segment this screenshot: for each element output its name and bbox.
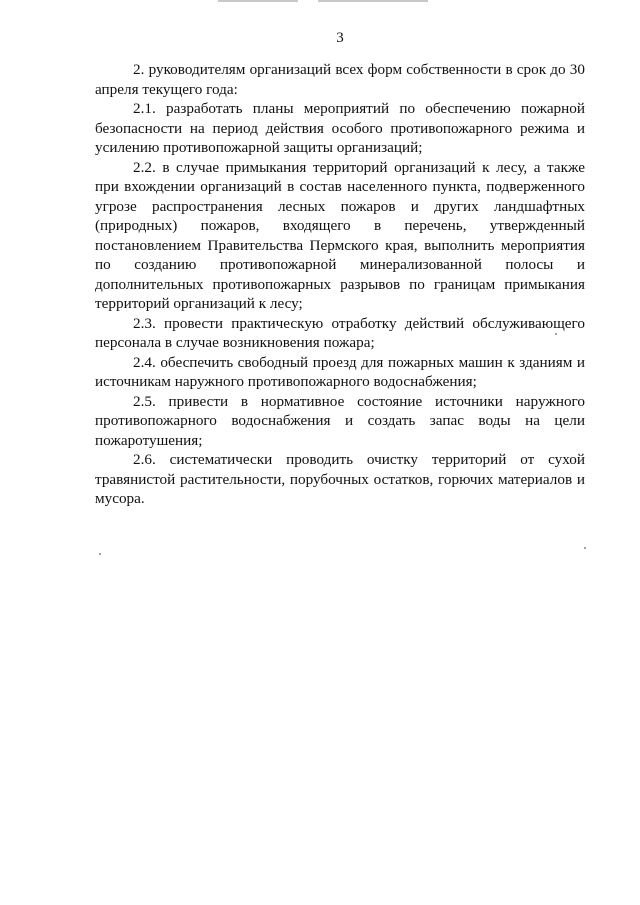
paragraph-2-4: 2.4. обеспечить свободный проезд для пожарных машин к зданиям и источникам наружного противопожарного водоснабжения; bbox=[95, 353, 585, 390]
scan-speck bbox=[584, 547, 586, 549]
paragraph-2-3: 2.3. провести практическую отработку действий обслуживающего персонала в случае возникновения пожара; bbox=[95, 314, 585, 351]
scan-speck bbox=[555, 333, 557, 335]
scan-edge-mark bbox=[318, 0, 428, 2]
scan-edge-mark bbox=[218, 0, 298, 2]
scan-speck bbox=[99, 553, 101, 555]
paragraph-2: 2. руководителям организаций всех форм собственности в срок до 30 апреля текущего года: bbox=[95, 61, 585, 98]
paragraph-2-6: 2.6. систематически проводить очистку территорий от сухой травянистой растительности, порубочных остатков, горючих материалов и мусора. bbox=[95, 451, 585, 507]
paragraph-2-5: 2.5. привести в нормативное состояние источники наружного противопожарного водоснабжения и создать запас воды на цели пожаротушения; bbox=[95, 392, 585, 449]
paragraph-2-2: 2.2. в случае примыкания территорий организаций к лесу, а также при вхождении организаций в состав населенного пункта, подверженного угрозе распространения лесных пожаров и других ландшафтных (природных) пожаров, входящего в перечень, утвержденный постановлением Правительства Пермского края, выполнить мероприятия по созданию противопожарной минерализованной полосы и дополнительных противопожарных разрывов по границам примыкания территорий организаций к лесу; bbox=[95, 158, 585, 312]
paragraph-2-1: 2.1. разработать планы мероприятий по обеспечению пожарной безопасности на период действия особого противопожарного режима и усилению противопожарной защиты организаций; bbox=[95, 100, 585, 156]
page-number: 3 bbox=[336, 30, 344, 46]
document-body bbox=[95, 60, 585, 509]
